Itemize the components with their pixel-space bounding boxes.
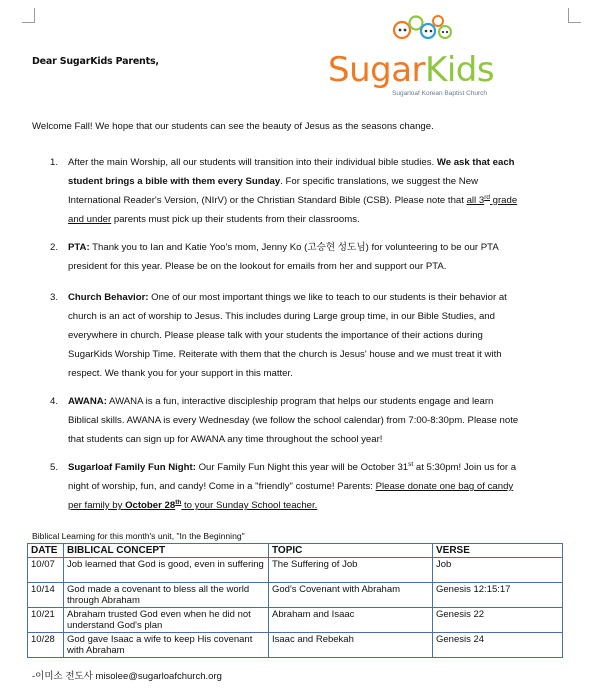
item-line <box>68 477 568 496</box>
text-run: Thank you to Ian and Katie Yoo's mom, Jenny Ko (고승현 성도님) for volunteering to be our PTA <box>89 242 499 253</box>
text-run: respect. We thank you for your support in this matter. <box>68 368 293 379</box>
text-run: SugarKids Worship Time. Reiterate with them that the church is Jesus' house and we must treat it with <box>68 349 502 360</box>
item-line <box>68 238 568 257</box>
header-verse: VERSE <box>433 544 563 558</box>
text-run: Biblical skills. AWANA is every Wednesday (we follow the school calendar) from 7:00-8:30pm. Please note <box>68 415 519 426</box>
logo-circles-graphic <box>380 14 470 54</box>
text-run: everywhere in church. Please please talk with your students the importance of their actions during <box>68 330 483 341</box>
unit-caption: Biblical Learning for this month's unit, "In the Beginning" <box>32 531 245 541</box>
text-run: church is an act of worship to Jesus. This includes during Large group time, in our Bible Studies, and <box>68 311 495 322</box>
item-line <box>68 153 568 172</box>
table-row <box>28 608 563 633</box>
table-row <box>28 633 563 658</box>
text-run: AWANA: <box>68 396 107 407</box>
item-line <box>68 191 568 210</box>
cell-verse: Job <box>433 558 563 583</box>
item-line <box>68 364 568 383</box>
cell-date: 10/28 <box>28 633 64 658</box>
item-line <box>68 496 568 515</box>
item-text <box>68 288 568 383</box>
cell-topic: Abraham and Isaac <box>269 608 433 633</box>
text-run: all 3 <box>466 195 485 206</box>
text-run: rd <box>484 193 490 201</box>
item-line <box>68 210 568 229</box>
header-topic: TOPIC <box>269 544 433 558</box>
text-run: We ask that each <box>436 157 515 168</box>
cell-verse: Genesis 22 <box>433 608 563 633</box>
text-run: Please donate one bag of candy <box>375 481 514 492</box>
item-number: 1. <box>50 157 59 168</box>
item-number: 5. <box>50 462 59 473</box>
text-run: per family by <box>68 500 126 511</box>
logo-wordmark <box>328 50 494 90</box>
letter-salutation: Dear SugarKids Parents, <box>32 56 159 67</box>
item-line <box>68 458 568 477</box>
cell-concept: Abraham trusted God even when he did not understand God's plan <box>64 608 269 633</box>
letter-intro: Welcome Fall! We hope that our students can see the beauty of Jesus as the seasons change. <box>32 121 434 132</box>
text-run: th <box>175 498 182 506</box>
text-run: grade <box>489 195 518 206</box>
text-run: After the main Worship, all our students will transition into their individual bible studies. <box>68 157 437 168</box>
item-line <box>68 257 568 276</box>
text-run: president for this year. Please be on the lookout for emails from her and support our PTA. <box>68 261 447 272</box>
cell-concept: Job learned that God is good, even in suffering <box>64 558 269 583</box>
cell-topic: Isaac and Rebekah <box>269 633 433 658</box>
item-text <box>68 238 568 276</box>
text-run: at 5:30pm! Join us for a <box>413 462 517 473</box>
logo-word-kids: Kids <box>425 50 495 90</box>
item-line <box>68 430 568 449</box>
text-run: to your Sunday School teacher. <box>181 500 318 511</box>
text-run: st <box>408 460 414 468</box>
table-row <box>28 583 563 608</box>
item-line <box>68 392 568 411</box>
text-run: student brings a bible with them every Sunday <box>68 176 281 187</box>
item-number: 3. <box>50 292 59 303</box>
biblical-learning-table <box>27 543 563 658</box>
cell-verse: Genesis 12:15:17 <box>433 583 563 608</box>
cell-date: 10/21 <box>28 608 64 633</box>
cell-date: 10/14 <box>28 583 64 608</box>
cell-concept: God gave Isaac a wife to keep His covenant with Abraham <box>64 633 269 658</box>
item-text <box>68 153 568 229</box>
item-line <box>68 288 568 307</box>
text-run: October 28 <box>125 500 176 511</box>
text-run: Our Family Fun Night this year will be October 31 <box>195 462 409 473</box>
header-biblical-concept: BIBLICAL CONCEPT <box>64 544 269 558</box>
text-run: that students can sign up for AWANA any time throughout the school year! <box>68 434 383 445</box>
item-number: 2. <box>50 242 59 253</box>
item-text <box>68 458 568 515</box>
crop-mark-top-right <box>568 8 581 23</box>
item-line <box>68 345 568 364</box>
text-run: and under <box>68 214 112 225</box>
text-run: One of our most important things we like to teach to our students is their behavior at <box>148 292 507 303</box>
logo-subtitle: Sugarloaf Korean Baptist Church <box>392 90 488 97</box>
text-run: Sugarloaf Family Fun Night: <box>68 462 196 473</box>
cell-date: 10/07 <box>28 558 64 583</box>
item-text <box>68 392 568 449</box>
header-date: DATE <box>28 544 64 558</box>
text-run: night of worship, fun, and candy! Come in a "friendly" costume! Parents: <box>68 481 376 492</box>
text-run: parents must pick up their students from their classrooms. <box>111 214 360 225</box>
cell-concept: God made a covenant to bless all the world through Abraham <box>64 583 269 608</box>
crop-mark-top-left <box>22 8 35 23</box>
sugarkids-logo <box>328 14 506 98</box>
signature: -이미소 전도사 misolee@sugarloafchurch.org <box>32 671 222 682</box>
item-line <box>68 307 568 326</box>
item-line <box>68 411 568 430</box>
text-run: International Reader's Version, (NIrV) or the Christian Standard Bible (CSB). Please note that <box>68 195 467 206</box>
item-number: 4. <box>50 396 59 407</box>
text-run: AWANA is a fun, interactive discipleship program that helps our students engage and learn <box>106 396 494 407</box>
cell-verse: Genesis 24 <box>433 633 563 658</box>
table-header-row <box>28 544 563 558</box>
item-line <box>68 172 568 191</box>
text-run: . For specific translations, we suggest the New <box>280 176 478 187</box>
cell-topic: The Suffering of Job <box>269 558 433 583</box>
text-run: PTA: <box>68 242 90 253</box>
logo-word-sugar: Sugar <box>328 50 426 90</box>
text-run: Church Behavior: <box>68 292 149 303</box>
item-line <box>68 326 568 345</box>
table-row <box>28 558 563 583</box>
cell-topic: God's Covenant with Abraham <box>269 583 433 608</box>
